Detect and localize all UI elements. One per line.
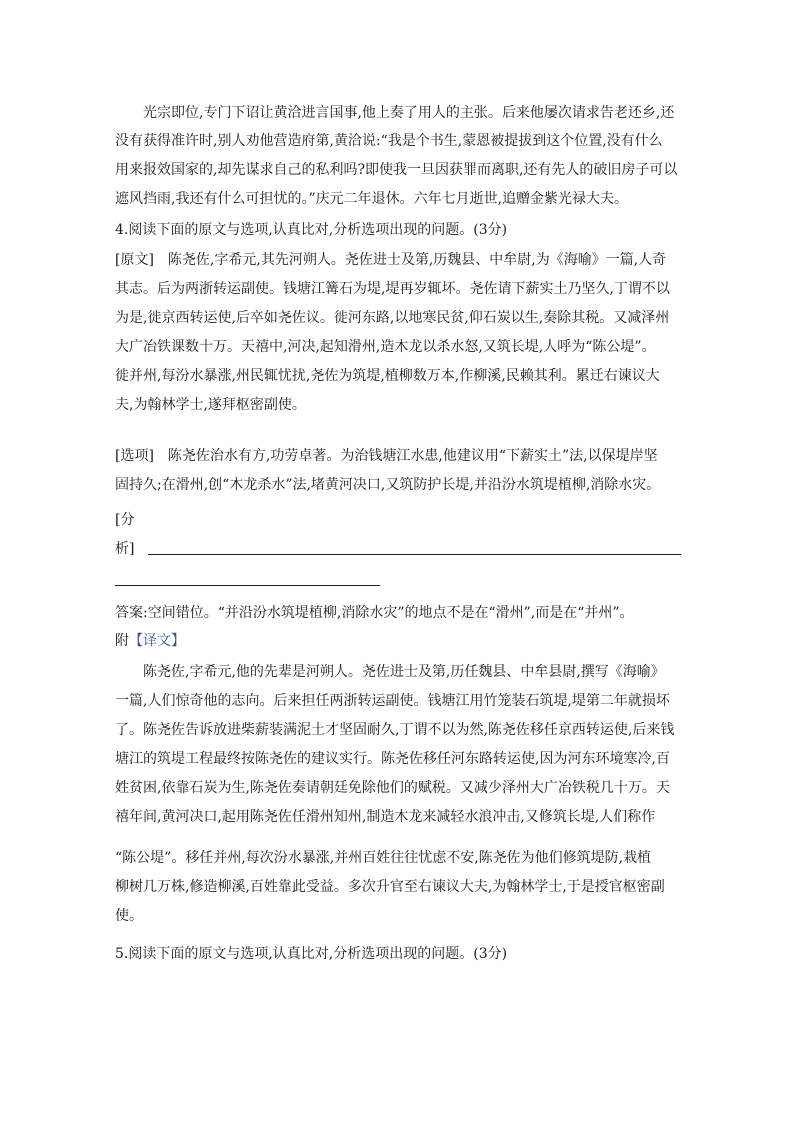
- analysis-answer-line-2: [115, 585, 380, 586]
- intro-line-1: 光宗即位,专门下诏让黄洽进言国事,他上奏了用人的主张。后来他屡次请求告老还乡,还: [143, 105, 675, 121]
- analysis-answer-line-1: [148, 554, 681, 555]
- analysis-label-2: 析]: [115, 541, 135, 557]
- q4-option-line-1: [选项] 陈尧佐治水有方,功劳卓著。为治钱塘江水患,他建议用“下薪实土”法,以保堤岸坚: [115, 448, 658, 464]
- q4-original-line-1: [原文] 陈尧佐,字希元,其先河朔人。尧佐进士及第,历魏县、中牟尉,为《海喻》一篇,人奇: [115, 252, 667, 268]
- translation-line-4: 塘江的筑堤工程最终按陈尧佐的建议实行。陈尧佐移任河东路转运使,因为河东环境寒冷,百: [115, 751, 670, 767]
- q4-original-line-4: 大广冶铁课数十万。天禧中,河决,起知滑州,造木龙以杀水怒,又筑长堤,人呼为“陈公堤”。: [115, 339, 656, 355]
- q4-heading: 4.阅读下面的原文与选项,认真比对,分析选项出现的问题。(3分): [115, 222, 508, 238]
- translation-line-9: 使。: [115, 908, 143, 924]
- translation-line-2: 一篇,人们惊奇他的志向。后来担任两浙转运副使。钱塘江用竹笼装石筑堤,堤第二年就损坏: [115, 693, 670, 709]
- translation-line-8: 柳树几万株,修造柳溪,百姓靠此受益。多次升官至右谏议大夫,为翰林学士,于是授官枢密副: [115, 879, 665, 895]
- q5-heading: 5.阅读下面的原文与选项,认真比对,分析选项出现的问题。(3分): [115, 946, 508, 962]
- translation-header: [115, 631, 685, 651]
- translation-line-7: “陈公堤”。移任并州,每次汾水暴涨,并州百姓往往忧虑不安,陈尧佐为他们修筑堤防,栽植: [115, 850, 652, 866]
- q4-original-line-6: 夫,为翰林学士,遂拜枢密副使。: [115, 397, 306, 413]
- translation-tag: 【译文】: [129, 633, 185, 649]
- q4-answer: 答案:空间错位。“并沿汾水筑堤植柳,消除水灾”的地点不是在“滑州”,而是在“并州”。: [115, 605, 634, 621]
- q4-original-line-3: 为是,徙京西转运使,后卒如尧佐议。徙河东路,以地寒民贫,仰石炭以生,奏除其税。又减泽州: [115, 310, 670, 326]
- q4-option-line-2: 固持久;在滑州,创“木龙杀水”法,堵黄河决口,又筑防护长堤,并沿汾水筑堤植柳,消除水灾。: [115, 477, 661, 493]
- translation-line-6: 禧年间,黄河决口,起用陈尧佐任滑州知州,制造木龙来减轻水浪冲击,又修筑长堤,人们称作: [115, 809, 656, 825]
- q4-original-line-5: 徙并州,每汾水暴涨,州民辄忧扰,尧佐为筑堤,植柳数万本,作柳溪,民赖其利。累迁右谏议大: [115, 368, 660, 384]
- analysis-label-1: [分: [115, 512, 135, 528]
- translation-line-1: 陈尧佐,字希元,他的先辈是河朔人。尧佐进士及第,历任魏县、中牟县尉,撰写《海喻》: [143, 664, 665, 680]
- translation-line-5: 姓贫困,依靠石炭为生,陈尧佐奏请朝廷免除他们的赋税。又减少泽州大广冶铁税几十万。天: [115, 780, 670, 796]
- q4-original-line-2: 其志。后为两浙转运副使。钱塘江篝石为堤,堤再岁辄坏。尧佐请下薪实土乃坚久,丁谓不以: [115, 281, 670, 297]
- intro-line-4: 遮风挡雨,我还有什么可担忧的。”庆元二年退休。六年七月逝世,追赠金紫光禄大夫。: [115, 191, 629, 207]
- translation-line-3: 了。陈尧佐告诉放进柴薪装满泥土才坚固耐久,丁谓不以为然,陈尧佐移任京西转运使,后来钱: [115, 722, 675, 738]
- intro-line-3: 用来报效国家的,却先谋求自己的私利吗?即使我一旦因获罪而离职,还有先人的破旧房子可以: [115, 162, 678, 178]
- intro-line-2: 没有获得准许时,别人劝他营造府第,黄洽说:“我是个书生,蒙恩被提拔到这个位置,没有什么: [115, 133, 663, 149]
- translation-prefix: 附: [115, 633, 129, 649]
